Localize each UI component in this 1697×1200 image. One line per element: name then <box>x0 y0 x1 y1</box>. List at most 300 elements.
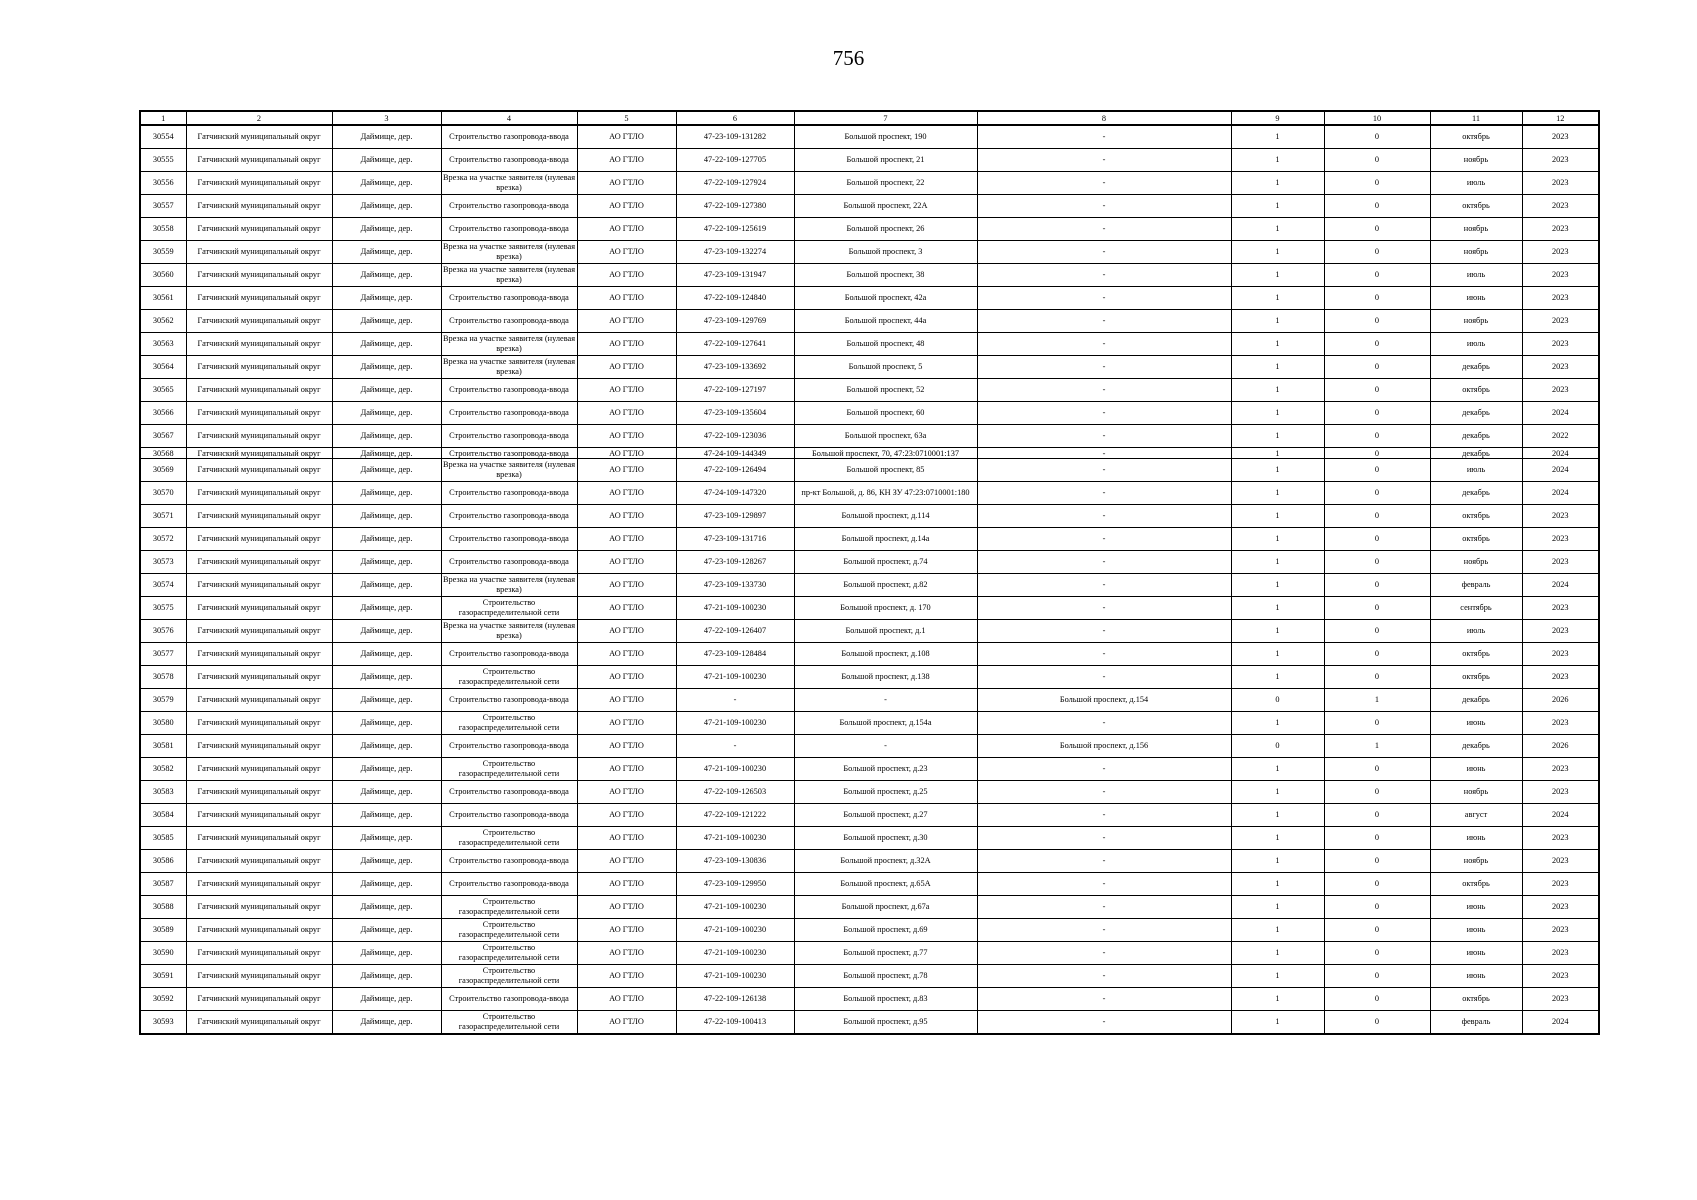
table-row <box>140 528 1599 551</box>
cell-settlement: Даймище, дер. <box>332 356 441 379</box>
cell-year: 2023 <box>1522 988 1599 1011</box>
cell-month: июль <box>1430 172 1522 195</box>
cell-count-b: 0 <box>1324 942 1430 965</box>
cell-count-a: 1 <box>1231 896 1324 919</box>
cell-application-number: 47-22-109-127197 <box>676 379 794 402</box>
cell-address: Большой проспект, д.83 <box>794 988 977 1011</box>
column-header: 12 <box>1522 111 1599 125</box>
cell-organization: АО ГТЛО <box>577 310 676 333</box>
cell-planned-address: - <box>977 781 1231 804</box>
cell-year: 2023 <box>1522 310 1599 333</box>
cell-address: Большой проспект, д.108 <box>794 643 977 666</box>
cell-work-type: Врезка на участке заявителя (нулевая врезка) <box>441 172 577 195</box>
cell-month: ноябрь <box>1430 149 1522 172</box>
cell-address: Большой проспект, д. 170 <box>794 597 977 620</box>
cell-planned-address: - <box>977 988 1231 1011</box>
cell-application-number: 47-22-109-121222 <box>676 804 794 827</box>
cell-count-a: 1 <box>1231 643 1324 666</box>
table-row <box>140 172 1599 195</box>
cell-year: 2023 <box>1522 241 1599 264</box>
cell-planned-address: - <box>977 448 1231 459</box>
cell-year: 2023 <box>1522 781 1599 804</box>
cell-municipality: Гатчинский муниципальный округ <box>186 459 332 482</box>
table-row <box>140 482 1599 505</box>
cell-organization: АО ГТЛО <box>577 125 676 149</box>
cell-count-a: 1 <box>1231 781 1324 804</box>
cell-work-type: Строительство газопровода-ввода <box>441 689 577 712</box>
cell-address: Большой проспект, 60 <box>794 402 977 425</box>
cell-application-number: 47-23-109-132274 <box>676 241 794 264</box>
cell-municipality: Гатчинский муниципальный округ <box>186 758 332 781</box>
cell-count-b: 0 <box>1324 310 1430 333</box>
cell-year: 2023 <box>1522 850 1599 873</box>
cell-record-id: 30581 <box>140 735 186 758</box>
table-row <box>140 873 1599 896</box>
cell-organization: АО ГТЛО <box>577 643 676 666</box>
table-row <box>140 1011 1599 1035</box>
cell-organization: АО ГТЛО <box>577 689 676 712</box>
cell-settlement: Даймище, дер. <box>332 781 441 804</box>
cell-address: Большой проспект, 85 <box>794 459 977 482</box>
cell-address: Большой проспект, д.77 <box>794 942 977 965</box>
cell-planned-address: - <box>977 310 1231 333</box>
cell-address: Большой проспект, д.138 <box>794 666 977 689</box>
cell-address: Большой проспект, 26 <box>794 218 977 241</box>
cell-count-b: 0 <box>1324 333 1430 356</box>
cell-record-id: 30573 <box>140 551 186 574</box>
table-row <box>140 264 1599 287</box>
table-row <box>140 620 1599 643</box>
cell-record-id: 30590 <box>140 942 186 965</box>
cell-year: 2024 <box>1522 574 1599 597</box>
table-row <box>140 896 1599 919</box>
cell-record-id: 30562 <box>140 310 186 333</box>
cell-work-type: Строительство газопровода-ввода <box>441 402 577 425</box>
cell-planned-address: - <box>977 528 1231 551</box>
cell-settlement: Даймище, дер. <box>332 758 441 781</box>
cell-municipality: Гатчинский муниципальный округ <box>186 896 332 919</box>
cell-planned-address: - <box>977 574 1231 597</box>
cell-year: 2024 <box>1522 448 1599 459</box>
cell-work-type: Врезка на участке заявителя (нулевая врезка) <box>441 264 577 287</box>
cell-settlement: Даймище, дер. <box>332 195 441 218</box>
cell-address: Большой проспект, 5 <box>794 356 977 379</box>
cell-record-id: 30572 <box>140 528 186 551</box>
table-row <box>140 689 1599 712</box>
cell-year: 2023 <box>1522 505 1599 528</box>
cell-planned-address: - <box>977 827 1231 850</box>
cell-address: Большой проспект, д.69 <box>794 919 977 942</box>
cell-settlement: Даймище, дер. <box>332 689 441 712</box>
cell-count-b: 0 <box>1324 459 1430 482</box>
cell-month: декабрь <box>1430 448 1522 459</box>
cell-year: 2024 <box>1522 1011 1599 1035</box>
cell-settlement: Даймище, дер. <box>332 125 441 149</box>
cell-year: 2023 <box>1522 827 1599 850</box>
cell-settlement: Даймище, дер. <box>332 1011 441 1035</box>
cell-month: июнь <box>1430 896 1522 919</box>
cell-record-id: 30554 <box>140 125 186 149</box>
cell-month: февраль <box>1430 1011 1522 1035</box>
cell-organization: АО ГТЛО <box>577 149 676 172</box>
cell-month: июнь <box>1430 287 1522 310</box>
cell-count-a: 1 <box>1231 965 1324 988</box>
table-row <box>140 942 1599 965</box>
cell-municipality: Гатчинский муниципальный округ <box>186 643 332 666</box>
cell-year: 2023 <box>1522 333 1599 356</box>
table-row <box>140 333 1599 356</box>
cell-month: ноябрь <box>1430 218 1522 241</box>
cell-count-a: 1 <box>1231 574 1324 597</box>
cell-count-a: 1 <box>1231 620 1324 643</box>
cell-organization: АО ГТЛО <box>577 712 676 735</box>
cell-month: декабрь <box>1430 402 1522 425</box>
cell-settlement: Даймище, дер. <box>332 459 441 482</box>
cell-organization: АО ГТЛО <box>577 597 676 620</box>
cell-application-number: 47-23-109-129950 <box>676 873 794 896</box>
cell-month: июнь <box>1430 942 1522 965</box>
cell-application-number: 47-23-109-128484 <box>676 643 794 666</box>
cell-count-b: 0 <box>1324 425 1430 448</box>
table-row <box>140 287 1599 310</box>
cell-municipality: Гатчинский муниципальный округ <box>186 781 332 804</box>
cell-count-a: 1 <box>1231 459 1324 482</box>
cell-settlement: Даймище, дер. <box>332 597 441 620</box>
cell-municipality: Гатчинский муниципальный округ <box>186 597 332 620</box>
cell-count-a: 1 <box>1231 758 1324 781</box>
cell-municipality: Гатчинский муниципальный округ <box>186 827 332 850</box>
cell-application-number: 47-23-109-133730 <box>676 574 794 597</box>
table-row <box>140 125 1599 149</box>
cell-record-id: 30576 <box>140 620 186 643</box>
cell-address: Большой проспект, д.78 <box>794 965 977 988</box>
column-header: 2 <box>186 111 332 125</box>
cell-municipality: Гатчинский муниципальный округ <box>186 528 332 551</box>
column-header: 4 <box>441 111 577 125</box>
cell-month: октябрь <box>1430 643 1522 666</box>
cell-settlement: Даймище, дер. <box>332 264 441 287</box>
cell-settlement: Даймище, дер. <box>332 287 441 310</box>
cell-municipality: Гатчинский муниципальный округ <box>186 149 332 172</box>
cell-month: декабрь <box>1430 482 1522 505</box>
cell-count-b: 0 <box>1324 1011 1430 1035</box>
cell-count-b: 0 <box>1324 873 1430 896</box>
cell-year: 2023 <box>1522 620 1599 643</box>
cell-work-type: Строительство газораспределительной сети <box>441 896 577 919</box>
cell-year: 2023 <box>1522 172 1599 195</box>
cell-organization: АО ГТЛО <box>577 333 676 356</box>
cell-address: Большой проспект, д.67а <box>794 896 977 919</box>
table-row <box>140 448 1599 459</box>
table-row <box>140 597 1599 620</box>
cell-application-number: 47-21-109-100230 <box>676 758 794 781</box>
cell-year: 2023 <box>1522 597 1599 620</box>
cell-count-b: 0 <box>1324 287 1430 310</box>
cell-municipality: Гатчинский муниципальный округ <box>186 218 332 241</box>
cell-organization: АО ГТЛО <box>577 264 676 287</box>
cell-year: 2023 <box>1522 356 1599 379</box>
cell-month: ноябрь <box>1430 241 1522 264</box>
cell-month: июнь <box>1430 712 1522 735</box>
cell-month: ноябрь <box>1430 850 1522 873</box>
cell-count-a: 1 <box>1231 827 1324 850</box>
cell-count-b: 0 <box>1324 482 1430 505</box>
cell-municipality: Гатчинский муниципальный округ <box>186 620 332 643</box>
cell-count-b: 0 <box>1324 666 1430 689</box>
cell-month: ноябрь <box>1430 551 1522 574</box>
cell-municipality: Гатчинский муниципальный округ <box>186 482 332 505</box>
cell-year: 2023 <box>1522 643 1599 666</box>
cell-application-number: 47-23-109-131282 <box>676 125 794 149</box>
cell-organization: АО ГТЛО <box>577 620 676 643</box>
cell-year: 2023 <box>1522 712 1599 735</box>
cell-record-id: 30558 <box>140 218 186 241</box>
cell-organization: АО ГТЛО <box>577 195 676 218</box>
cell-address: Большой проспект, д.1 <box>794 620 977 643</box>
cell-municipality: Гатчинский муниципальный округ <box>186 850 332 873</box>
cell-month: июнь <box>1430 919 1522 942</box>
cell-count-a: 1 <box>1231 402 1324 425</box>
cell-planned-address: - <box>977 379 1231 402</box>
cell-year: 2024 <box>1522 482 1599 505</box>
cell-work-type: Строительство газопровода-ввода <box>441 804 577 827</box>
table-row <box>140 735 1599 758</box>
cell-year: 2023 <box>1522 758 1599 781</box>
cell-settlement: Даймище, дер. <box>332 505 441 528</box>
cell-month: декабрь <box>1430 425 1522 448</box>
cell-address: Большой проспект, 3 <box>794 241 977 264</box>
cell-municipality: Гатчинский муниципальный округ <box>186 666 332 689</box>
table-row <box>140 551 1599 574</box>
cell-month: декабрь <box>1430 689 1522 712</box>
cell-year: 2023 <box>1522 919 1599 942</box>
cell-month: октябрь <box>1430 666 1522 689</box>
cell-settlement: Даймище, дер. <box>332 735 441 758</box>
column-header: 9 <box>1231 111 1324 125</box>
cell-application-number: 47-22-109-127705 <box>676 149 794 172</box>
cell-municipality: Гатчинский муниципальный округ <box>186 264 332 287</box>
cell-application-number: 47-24-109-147320 <box>676 482 794 505</box>
cell-work-type: Врезка на участке заявителя (нулевая врезка) <box>441 574 577 597</box>
cell-organization: АО ГТЛО <box>577 172 676 195</box>
cell-address: Большой проспект, д.32А <box>794 850 977 873</box>
cell-year: 2023 <box>1522 942 1599 965</box>
cell-planned-address: - <box>977 459 1231 482</box>
table-row <box>140 988 1599 1011</box>
cell-municipality: Гатчинский муниципальный округ <box>186 241 332 264</box>
cell-settlement: Даймище, дер. <box>332 310 441 333</box>
cell-municipality: Гатчинский муниципальный округ <box>186 988 332 1011</box>
cell-organization: АО ГТЛО <box>577 850 676 873</box>
table-row <box>140 643 1599 666</box>
cell-count-b: 0 <box>1324 149 1430 172</box>
cell-address: Большой проспект, д.95 <box>794 1011 977 1035</box>
cell-record-id: 30588 <box>140 896 186 919</box>
cell-application-number: 47-23-109-128267 <box>676 551 794 574</box>
cell-record-id: 30580 <box>140 712 186 735</box>
cell-application-number: 47-21-109-100230 <box>676 712 794 735</box>
cell-settlement: Даймище, дер. <box>332 402 441 425</box>
cell-address: Большой проспект, 190 <box>794 125 977 149</box>
cell-planned-address: - <box>977 919 1231 942</box>
cell-settlement: Даймище, дер. <box>332 172 441 195</box>
cell-count-b: 0 <box>1324 597 1430 620</box>
cell-municipality: Гатчинский муниципальный округ <box>186 333 332 356</box>
cell-count-a: 1 <box>1231 149 1324 172</box>
cell-settlement: Даймище, дер. <box>332 965 441 988</box>
column-header: 1 <box>140 111 186 125</box>
cell-record-id: 30571 <box>140 505 186 528</box>
cell-planned-address: - <box>977 287 1231 310</box>
cell-work-type: Строительство газопровода-ввода <box>441 482 577 505</box>
cell-municipality: Гатчинский муниципальный округ <box>186 287 332 310</box>
column-header: 3 <box>332 111 441 125</box>
cell-record-id: 30587 <box>140 873 186 896</box>
data-table <box>139 110 1600 1035</box>
cell-planned-address: - <box>977 1011 1231 1035</box>
cell-count-b: 0 <box>1324 712 1430 735</box>
cell-planned-address: - <box>977 804 1231 827</box>
cell-organization: АО ГТЛО <box>577 528 676 551</box>
cell-work-type: Врезка на участке заявителя (нулевая врезка) <box>441 620 577 643</box>
cell-organization: АО ГТЛО <box>577 482 676 505</box>
cell-record-id: 30585 <box>140 827 186 850</box>
cell-record-id: 30574 <box>140 574 186 597</box>
cell-count-a: 1 <box>1231 528 1324 551</box>
cell-planned-address: - <box>977 402 1231 425</box>
cell-record-id: 30564 <box>140 356 186 379</box>
cell-work-type: Строительство газопровода-ввода <box>441 528 577 551</box>
cell-address: Большой проспект, 42а <box>794 287 977 310</box>
cell-year: 2023 <box>1522 287 1599 310</box>
cell-municipality: Гатчинский муниципальный округ <box>186 873 332 896</box>
cell-municipality: Гатчинский муниципальный округ <box>186 505 332 528</box>
cell-record-id: 30570 <box>140 482 186 505</box>
cell-work-type: Строительство газопровода-ввода <box>441 781 577 804</box>
cell-year: 2023 <box>1522 551 1599 574</box>
cell-planned-address: - <box>977 505 1231 528</box>
cell-application-number: 47-22-109-126494 <box>676 459 794 482</box>
cell-application-number: 47-21-109-100230 <box>676 942 794 965</box>
cell-application-number: 47-22-109-126407 <box>676 620 794 643</box>
cell-record-id: 30559 <box>140 241 186 264</box>
cell-work-type: Строительство газопровода-ввода <box>441 735 577 758</box>
cell-count-b: 0 <box>1324 643 1430 666</box>
cell-planned-address: - <box>977 241 1231 264</box>
cell-organization: АО ГТЛО <box>577 505 676 528</box>
cell-count-a: 1 <box>1231 287 1324 310</box>
table-row <box>140 804 1599 827</box>
cell-organization: АО ГТЛО <box>577 781 676 804</box>
cell-planned-address: - <box>977 482 1231 505</box>
cell-planned-address: - <box>977 965 1231 988</box>
cell-application-number: 47-22-109-127641 <box>676 333 794 356</box>
cell-month: октябрь <box>1430 379 1522 402</box>
cell-count-a: 1 <box>1231 850 1324 873</box>
cell-count-a: 1 <box>1231 551 1324 574</box>
cell-work-type: Строительство газораспределительной сети <box>441 827 577 850</box>
column-header: 6 <box>676 111 794 125</box>
cell-settlement: Даймище, дер. <box>332 919 441 942</box>
cell-municipality: Гатчинский муниципальный округ <box>186 574 332 597</box>
cell-record-id: 30582 <box>140 758 186 781</box>
cell-year: 2026 <box>1522 735 1599 758</box>
cell-organization: АО ГТЛО <box>577 574 676 597</box>
cell-planned-address: - <box>977 597 1231 620</box>
table-header-row <box>140 111 1599 125</box>
table-row <box>140 218 1599 241</box>
cell-address: Большой проспект, д.154а <box>794 712 977 735</box>
cell-work-type: Строительство газопровода-ввода <box>441 643 577 666</box>
cell-application-number: 47-22-109-125619 <box>676 218 794 241</box>
table-row <box>140 356 1599 379</box>
cell-year: 2024 <box>1522 402 1599 425</box>
table-row <box>140 310 1599 333</box>
cell-record-id: 30583 <box>140 781 186 804</box>
cell-address: Большой проспект, д.74 <box>794 551 977 574</box>
cell-month: ноябрь <box>1430 781 1522 804</box>
cell-address: Большой проспект, д.14а <box>794 528 977 551</box>
cell-work-type: Строительство газораспределительной сети <box>441 666 577 689</box>
cell-count-b: 0 <box>1324 125 1430 149</box>
cell-count-a: 1 <box>1231 505 1324 528</box>
cell-year: 2023 <box>1522 666 1599 689</box>
cell-count-a: 0 <box>1231 735 1324 758</box>
cell-count-a: 1 <box>1231 264 1324 287</box>
cell-count-a: 1 <box>1231 919 1324 942</box>
cell-year: 2024 <box>1522 804 1599 827</box>
cell-count-a: 1 <box>1231 218 1324 241</box>
cell-work-type: Строительство газопровода-ввода <box>441 505 577 528</box>
cell-organization: АО ГТЛО <box>577 873 676 896</box>
cell-planned-address: - <box>977 356 1231 379</box>
cell-organization: АО ГТЛО <box>577 735 676 758</box>
cell-application-number: 47-21-109-100230 <box>676 827 794 850</box>
cell-application-number: 47-21-109-100230 <box>676 896 794 919</box>
cell-settlement: Даймище, дер. <box>332 528 441 551</box>
cell-work-type: Строительство газопровода-ввода <box>441 448 577 459</box>
cell-application-number: 47-23-109-130836 <box>676 850 794 873</box>
cell-year: 2022 <box>1522 425 1599 448</box>
cell-work-type: Строительство газораспределительной сети <box>441 942 577 965</box>
cell-record-id: 30584 <box>140 804 186 827</box>
cell-year: 2023 <box>1522 125 1599 149</box>
table-row <box>140 402 1599 425</box>
cell-work-type: Строительство газопровода-ввода <box>441 195 577 218</box>
cell-organization: АО ГТЛО <box>577 988 676 1011</box>
table-row <box>140 758 1599 781</box>
cell-year: 2023 <box>1522 528 1599 551</box>
cell-planned-address: - <box>977 712 1231 735</box>
cell-record-id: 30568 <box>140 448 186 459</box>
table-row <box>140 850 1599 873</box>
cell-work-type: Врезка на участке заявителя (нулевая врезка) <box>441 356 577 379</box>
cell-year: 2023 <box>1522 379 1599 402</box>
cell-organization: АО ГТЛО <box>577 402 676 425</box>
cell-count-b: 0 <box>1324 965 1430 988</box>
cell-planned-address: - <box>977 551 1231 574</box>
cell-work-type: Врезка на участке заявителя (нулевая врезка) <box>441 333 577 356</box>
cell-municipality: Гатчинский муниципальный округ <box>186 712 332 735</box>
cell-month: октябрь <box>1430 988 1522 1011</box>
cell-settlement: Даймище, дер. <box>332 804 441 827</box>
cell-count-a: 1 <box>1231 597 1324 620</box>
cell-record-id: 30586 <box>140 850 186 873</box>
cell-application-number: - <box>676 689 794 712</box>
cell-count-b: 0 <box>1324 574 1430 597</box>
cell-month: февраль <box>1430 574 1522 597</box>
cell-municipality: Гатчинский муниципальный округ <box>186 172 332 195</box>
